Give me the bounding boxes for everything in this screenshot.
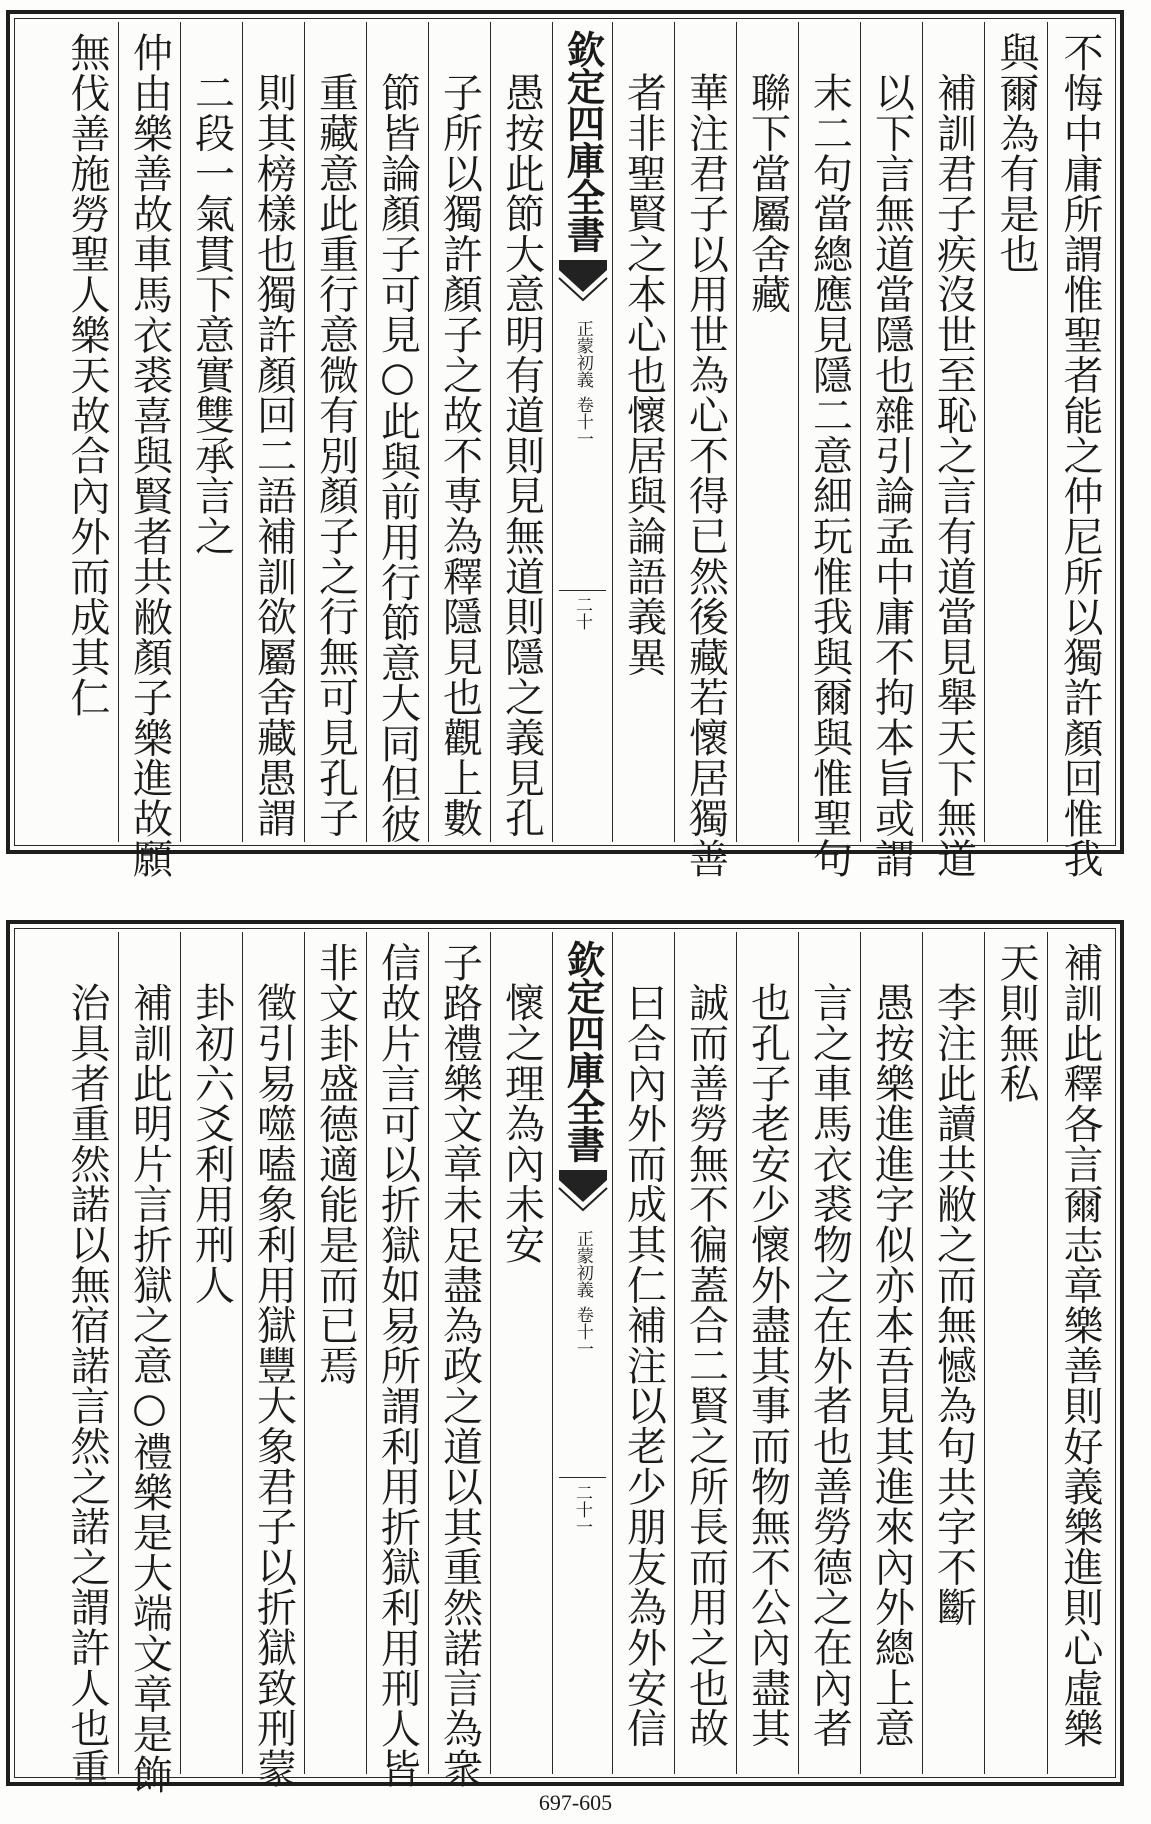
column-text: 曰合內外而成其仁補注以老少朋友為外安信	[620, 982, 667, 1748]
column-text: 天則無私	[993, 942, 1039, 1104]
column-text: 愚按樂進進字似亦本吾見其進來內外總上意	[868, 982, 915, 1748]
column-text: 卦初六爻利用刑人	[188, 982, 235, 1305]
text-column	[118, 22, 180, 879]
text-column	[798, 22, 860, 878]
text-column	[304, 932, 366, 1774]
book-title: 正蒙初義	[572, 1230, 593, 1298]
book-info	[573, 1230, 592, 1357]
center-banner-column	[552, 22, 612, 842]
text-column	[860, 22, 922, 878]
text-column	[180, 932, 242, 1774]
text-column	[490, 22, 552, 842]
text-column	[242, 932, 304, 1788]
text-column	[984, 932, 1047, 1774]
book-info	[573, 320, 592, 447]
text-column	[304, 22, 366, 842]
text-column	[118, 932, 180, 1794]
text-column	[428, 22, 490, 842]
column-text: 愚按此節大意明有道則見無道則隱之義見孔	[498, 72, 545, 838]
text-column	[984, 22, 1047, 842]
column-text: 以下言無道當隱也雜引論孟中庸不拘本旨或謂	[868, 72, 915, 878]
center-banner-column	[552, 932, 612, 1774]
text-column	[736, 932, 798, 1774]
page-number-rule	[559, 1477, 606, 1478]
column-text: 不悔中庸所謂惟聖者能之仲尼所以獨許顏回惟我	[1057, 32, 1103, 879]
column-text: 補訓此釋各言爾志章樂善則好義樂進則心虛樂	[1057, 942, 1103, 1748]
bottom-columns	[18, 932, 1112, 1794]
fish-tail-icon	[557, 258, 609, 312]
text-column	[860, 932, 922, 1774]
text-column	[366, 22, 428, 842]
page-number-rule	[559, 590, 606, 591]
column-text: 誠而善勞無不徧蓋合二賢之所長而用之也故	[682, 982, 729, 1748]
column-text: 與爾為有是也	[993, 32, 1039, 274]
column-text: 二段一氣貫下意實雙承言之	[188, 72, 235, 556]
column-text: 也孔子老安少懷外盡其事而物無不公內盡其	[744, 982, 791, 1748]
text-column	[56, 22, 118, 842]
text-column	[922, 932, 984, 1774]
column-text: 李注此讀共敝之而無憾為句共字不斷	[930, 982, 977, 1627]
column-text: 華注君子以用世為心不得已然後藏若懷居獨善	[682, 72, 729, 878]
column-text: 節皆論顏子可見○此與前用行節意大同但彼	[374, 72, 421, 844]
text-column	[612, 932, 674, 1774]
volume-label: 卷十一	[572, 1306, 593, 1357]
text-column	[56, 932, 118, 1788]
text-column	[922, 22, 984, 878]
bottom-page	[6, 920, 1124, 1794]
page-number: 二十	[572, 596, 592, 630]
column-text: 則其榜樣也獨許顏回二語補訓欲屬舍藏愚謂	[250, 72, 297, 838]
page-number: 二十一	[572, 1484, 592, 1535]
text-column	[674, 22, 736, 878]
text-column	[490, 932, 552, 1774]
fish-tail-icon	[557, 1168, 609, 1222]
banner-title: 欽定四庫全書	[560, 30, 606, 252]
page-footer-number: 697-605	[538, 1790, 613, 1815]
text-column	[1047, 22, 1112, 879]
column-text: 無伐善施勞聖人樂天故合內外而成其仁	[64, 32, 110, 718]
column-text: 重藏意此重行意微有別顏子之行無可見孔子	[312, 72, 359, 838]
text-column	[1047, 932, 1112, 1774]
column-text: 聯下當屬舍藏	[744, 72, 791, 314]
column-text: 信故片言可以折獄如易所謂利用折獄利用刑人皆	[374, 942, 421, 1789]
column-text: 補訓君子疾沒世至恥之言有道當見舉天下無道	[930, 72, 977, 878]
top-columns	[18, 22, 1112, 879]
text-column	[366, 932, 428, 1789]
column-text: 徵引易噬嗑象利用獄豐大象君子以折獄致刑蒙	[250, 982, 297, 1788]
column-text: 子所以獨許顏子之故不専為釋隱見也觀上數	[436, 72, 483, 838]
column-text: 言之車馬衣裘物之在外者也善勞德之在內者	[806, 982, 853, 1748]
text-column	[428, 932, 490, 1789]
column-text: 治具者重然諾以無宿諾言然之諾之謂許人也重	[64, 982, 110, 1788]
top-page	[6, 10, 1124, 879]
text-column	[612, 22, 674, 842]
column-text: 補訓此明片言折獄之意○禮樂是大端文章是飾	[126, 982, 173, 1794]
banner-title: 欽定四庫全書	[560, 940, 606, 1162]
column-text: 子路禮樂文章未足盡為政之道以其重然諾言為衆	[436, 942, 483, 1789]
text-column	[736, 22, 798, 842]
book-title: 正蒙初義	[572, 320, 593, 388]
column-text: 仲由樂善故車馬衣裘喜與賢者共敝顏子樂進故願	[126, 32, 173, 879]
column-text: 非文卦盛德適能是而已焉	[312, 942, 359, 1386]
column-text: 者非聖賢之本心也懷居與論語義異	[620, 72, 667, 677]
column-text: 懷之理為內未安	[498, 982, 545, 1265]
text-column	[242, 22, 304, 842]
text-column	[798, 932, 860, 1774]
text-column	[180, 22, 242, 842]
volume-label: 卷十一	[572, 396, 593, 447]
text-column	[674, 932, 736, 1774]
column-text: 末二句當總應見隱二意細玩惟我與爾與惟聖句	[806, 72, 853, 878]
